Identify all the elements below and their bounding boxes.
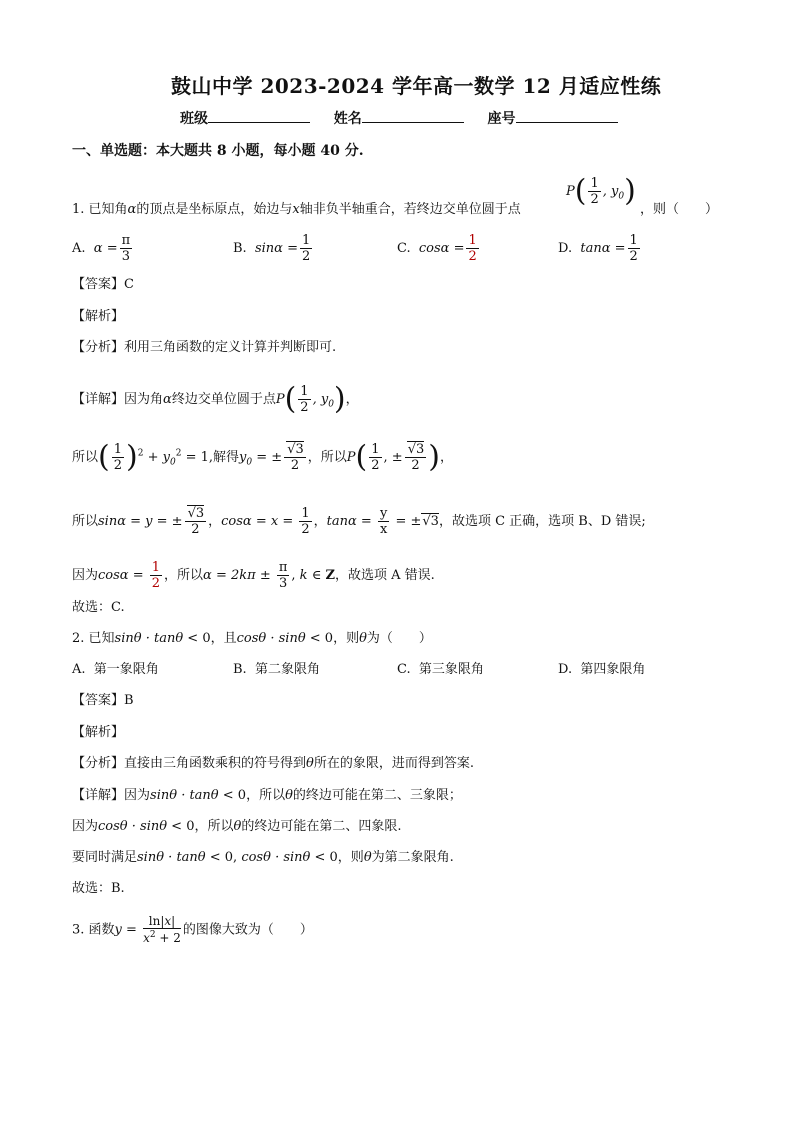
q1-detail-line4: 因为cosα = $\frac{1}{2}$ ，所以α = 2kπ ± $\frac{\pi}{3}$ , k ∈ Z，故选项 A 错误. bbox=[72, 560, 435, 591]
q1-conclusion: 故选：C. bbox=[72, 600, 125, 615]
page-title: 鼓山中学 2023-2024 学年高一数学 12 月适应性练 bbox=[171, 74, 662, 98]
q2-option-a[interactable]: A. 第一象限角 bbox=[72, 662, 159, 677]
q2-stem: 2. 已知sinθ · tanθ < 0，且cosθ · sinθ < 0，则θ为（ ） bbox=[72, 631, 432, 646]
q1-option-c[interactable]: C. cosα = $\frac{1}{2}$ bbox=[397, 233, 477, 264]
name-blank[interactable] bbox=[362, 108, 464, 123]
student-info-fields bbox=[180, 108, 618, 128]
q1-detail-line2: 所以( $\frac{1}{2}$ )$^2 + y_0^2 = 1$,解得$y_0$ = ± $\frac{√3}{2}$ ，所以P( $\frac{1}{2}$ , ± $\frac{√3}{2}$ )， bbox=[72, 439, 453, 475]
q3-stem: 3. 函数y = $\frac{\ln|x|}{x^2 + 2}$ 的图像大致为（ ） bbox=[72, 914, 313, 945]
q1-stem-end: ，则（ ） bbox=[640, 202, 719, 217]
q1-point-p: P( $\frac{1}{2}$ , $y_0$) bbox=[566, 173, 636, 209]
q1-stem: 1. 已知角α的顶点是坐标原点，始边与x轴非负半轴重合，若终边交单位圆于点 bbox=[72, 202, 521, 217]
class-blank[interactable] bbox=[208, 108, 310, 123]
section-heading: 一、单选题：本大题共 8 小题，每小题 40 分. bbox=[72, 143, 364, 159]
q2-detail-line2: 因为cosθ · sinθ < 0，所以θ的终边可能在第二、四象限. bbox=[72, 819, 402, 834]
q2-detail-line3: 要同时满足sinθ · tanθ < 0, cosθ · sinθ < 0，则θ为第二象限角. bbox=[72, 850, 454, 865]
q2-option-c[interactable]: C. 第三象限角 bbox=[397, 662, 484, 677]
q1-detail-line3: 所以sinα = y = ± $\frac{√3}{2}$ ，cosα = x = $\frac{1}{2}$ ，tanα = $\frac{y}{x}$ = ±√3，故选项 C 正确，选项 B、D 错误; bbox=[72, 506, 646, 537]
q1-option-d[interactable]: D. tanα = $\frac{1}{2}$ bbox=[558, 233, 638, 264]
q1-detail-line1: 【详解】因为角α终边交单位圆于点P( $\frac{1}{2}$ , $y_0$)， bbox=[72, 381, 359, 417]
q1-analysis-tag: 【解析】 bbox=[72, 309, 125, 324]
q2-detail-line1: 【详解】因为sinθ · tanθ < 0，所以θ的终边可能在第二、三象限； bbox=[72, 788, 462, 803]
q2-fenxi: 【分析】直接由三角函数乘积的符号得到θ所在的象限，进而得到答案. bbox=[72, 756, 474, 771]
q2-option-b[interactable]: B. 第二象限角 bbox=[233, 662, 320, 677]
q1-option-a[interactable]: A. α = $\frac{\pi}{3}$ bbox=[72, 233, 131, 264]
q2-answer: 【答案】B bbox=[72, 693, 134, 708]
seat-blank[interactable] bbox=[516, 108, 618, 123]
q1-answer: 【答案】C bbox=[72, 277, 134, 292]
seat-label: 座号 bbox=[487, 111, 516, 127]
q1-option-b[interactable]: B. sinα = $\frac{1}{2}$ bbox=[233, 233, 311, 264]
q2-option-d[interactable]: D. 第四象限角 bbox=[558, 662, 646, 677]
q2-analysis-tag: 【解析】 bbox=[72, 725, 125, 740]
name-label: 姓名 bbox=[333, 111, 362, 127]
q2-conclusion: 故选：B. bbox=[72, 881, 125, 896]
class-label: 班级 bbox=[180, 111, 208, 127]
q1-fenxi: 【分析】利用三角函数的定义计算并判断即可. bbox=[72, 340, 337, 355]
